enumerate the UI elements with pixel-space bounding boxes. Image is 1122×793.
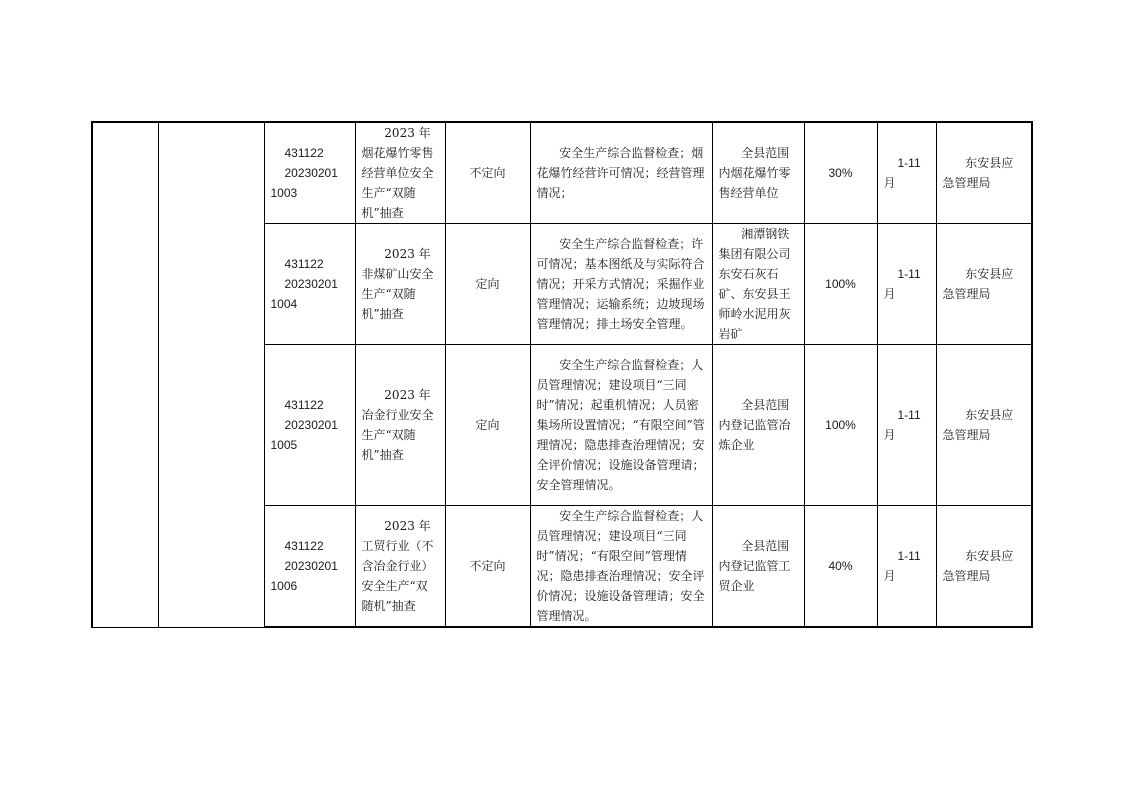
- sampling-type-cell: 定向: [445, 345, 530, 506]
- task-code-part-2: 20230201: [284, 277, 338, 291]
- responsible-unit-cell: 东安县应急管理局: [936, 224, 1032, 345]
- inspection-content-cell: 安全生产综合监督检查；许可情况；基本图纸及与实际符合情况；开采方式情况；采掘作业管理情况；运输系统；边坡现场管理情况；排土场安全管理。: [530, 224, 712, 345]
- task-name-cell: 2023 年烟花爆竹零售经营单位安全生产“双随机”抽查: [355, 122, 445, 224]
- inspection-content-cell: 安全生产综合监督检查；人员管理情况；建设项目“三同时”情况；起重机情况；人员密集场所设置情况；“有限空间”管理情况；隐患排查治理情况；安全评价情况；设施设备管理请；安全管理情况。: [530, 345, 712, 506]
- task-code-part-1: 431122: [284, 146, 324, 160]
- period-month-suffix: 月: [883, 428, 896, 442]
- sampling-type-cell: 定向: [445, 224, 530, 345]
- task-code-part-2: 20230201: [284, 559, 338, 573]
- inspection-content-cell: 安全生产综合监督检查；烟花爆竹经营许可情况；经营管理情况；: [530, 122, 712, 224]
- task-code-cell: [264, 345, 355, 506]
- responsible-unit-cell: 东安县应急管理局: [936, 122, 1032, 224]
- period-month-suffix: 月: [883, 569, 896, 583]
- task-code-cell: [264, 122, 355, 224]
- inspection-scope-cell: 全县范围内登记监管冶炼企业: [712, 345, 804, 506]
- period-months: 1-11: [897, 156, 921, 170]
- task-code-part-3: 1005: [270, 438, 298, 452]
- period-month-suffix: 月: [883, 176, 896, 190]
- sampling-ratio-cell: 40%: [804, 506, 877, 628]
- sampling-ratio-cell: 100%: [804, 224, 877, 345]
- task-code-part-2: 20230201: [284, 166, 338, 180]
- sampling-type-cell: 不定向: [445, 122, 530, 224]
- task-code-cell: [264, 224, 355, 345]
- inspection-content-cell: 安全生产综合监督检查；人员管理情况；建设项目“三同时”情况；“有限空间”管理情况；隐患排查治理情况；安全评价情况；设施设备管理请；安全管理情况。: [530, 506, 712, 628]
- task-code-part-1: 431122: [284, 539, 324, 553]
- period-cell: [877, 345, 936, 506]
- inspection-plan-table: [91, 121, 1033, 628]
- task-name-cell: 2023 年非煤矿山安全生产“双随机”抽查: [355, 224, 445, 345]
- period-cell: [877, 506, 936, 628]
- task-name-cell: 2023 年工贸行业（不含冶金行业）安全生产“双随机”抽查: [355, 506, 445, 628]
- period-months: 1-11: [897, 408, 921, 422]
- responsible-unit-cell: 东安县应急管理局: [936, 345, 1032, 506]
- merged-blank-cell-2: [158, 122, 264, 627]
- task-code-part-3: 1003: [270, 186, 298, 200]
- task-code-part-1: 431122: [284, 257, 324, 271]
- task-code-part-2: 20230201: [284, 418, 338, 432]
- inspection-scope-cell: 湘潭钢铁集团有限公司东安石灰石矿、东安县王师岭水泥用灰岩矿: [712, 224, 804, 345]
- sampling-ratio-cell: 30%: [804, 122, 877, 224]
- responsible-unit-cell: 东安县应急管理局: [936, 506, 1032, 628]
- task-code-part-3: 1004: [270, 297, 298, 311]
- period-months: 1-11: [897, 549, 921, 563]
- task-code-part-1: 431122: [284, 398, 324, 412]
- period-month-suffix: 月: [883, 287, 896, 301]
- period-cell: [877, 224, 936, 345]
- merged-blank-cell-1: [92, 122, 158, 627]
- sampling-type-cell: 不定向: [445, 506, 530, 628]
- period-months: 1-11: [897, 267, 921, 281]
- period-cell: [877, 122, 936, 224]
- task-code-cell: [264, 506, 355, 628]
- inspection-scope-cell: 全县范围内烟花爆竹零售经营单位: [712, 122, 804, 224]
- task-code-part-3: 1006: [270, 579, 298, 593]
- inspection-scope-cell: 全县范围内登记监管工贸企业: [712, 506, 804, 628]
- sampling-ratio-cell: 100%: [804, 345, 877, 506]
- task-name-cell: 2023 年冶金行业安全生产“双随机”抽查: [355, 345, 445, 506]
